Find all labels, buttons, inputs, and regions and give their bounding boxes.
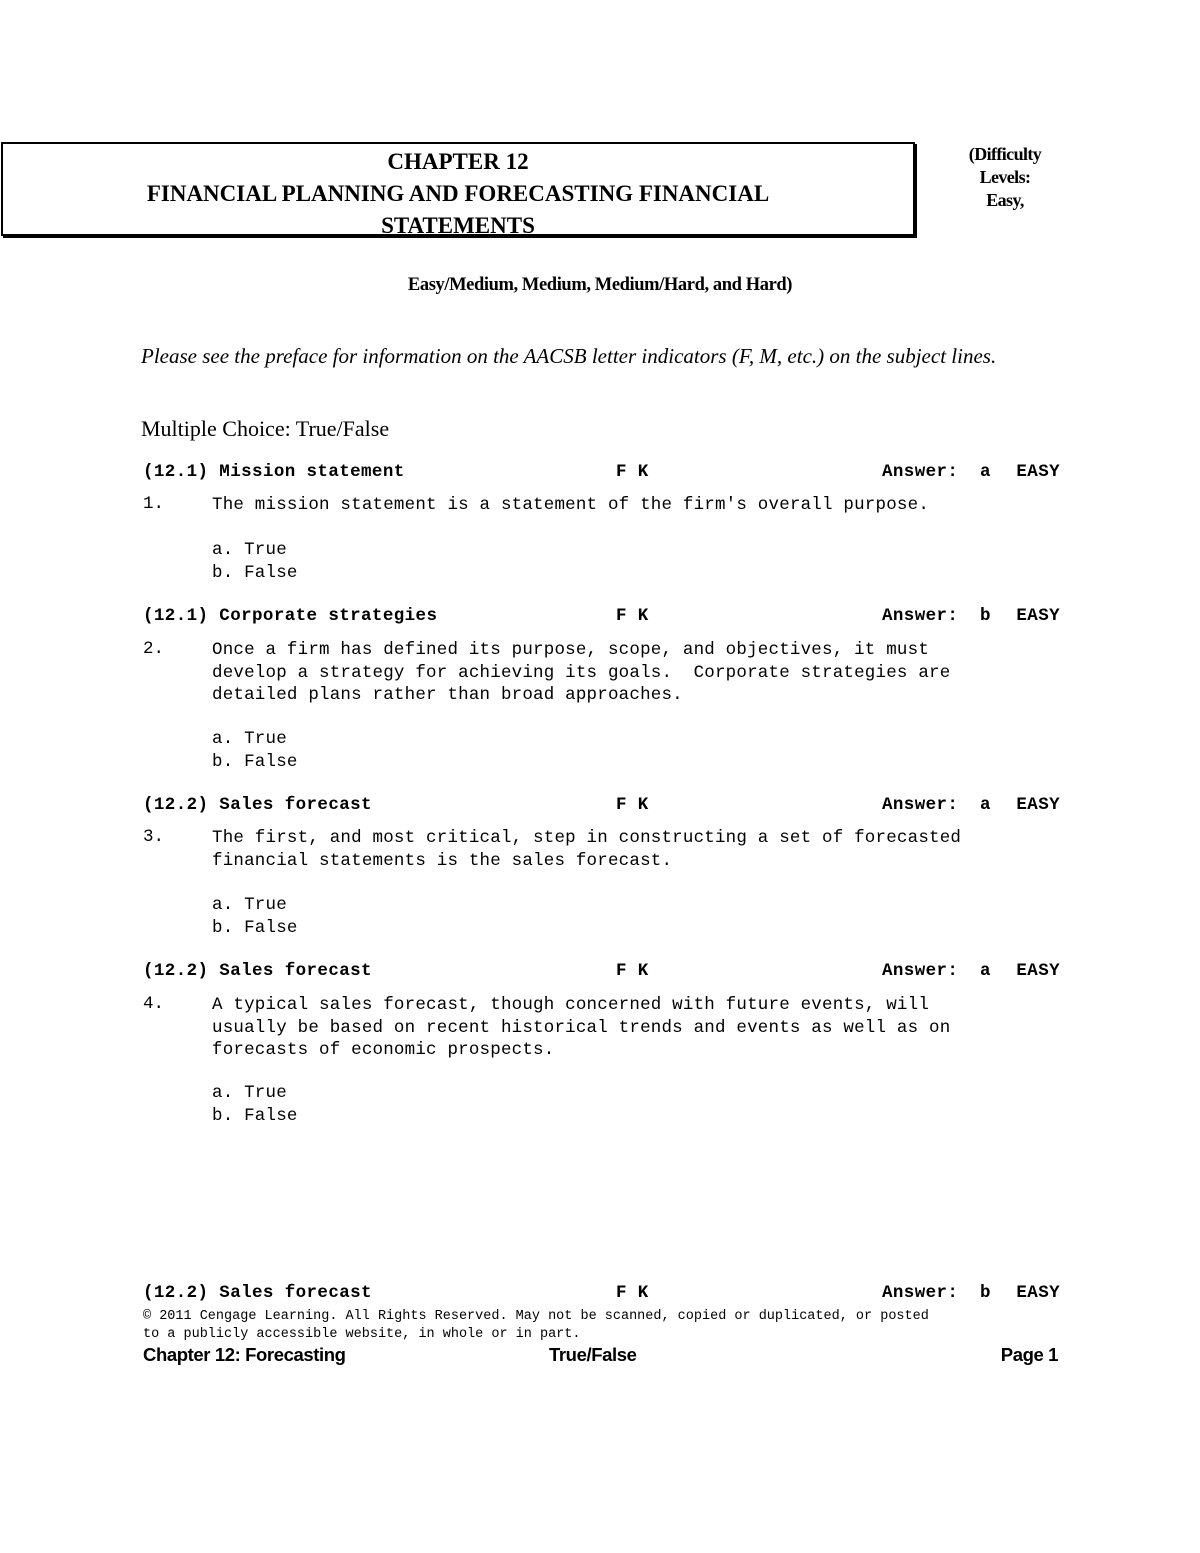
difficulty-line1: (Difficulty [968,144,1042,164]
question-topic: (12.2) Sales forecast [143,1283,372,1303]
option-false: b. False [212,751,298,772]
question-topic: (12.1) Mission statement [143,462,405,482]
answer-label: Answer: [882,795,959,815]
answer-value: a [980,462,991,482]
answer-options [212,1082,298,1127]
question-number: 3. [143,827,165,847]
difficulty-line2: Levels: [979,167,1031,187]
difficulty-levels-note [948,143,1062,212]
aacsb-indicator: F K [616,1283,649,1303]
question-header [143,462,1060,486]
option-true: a. True [212,540,287,560]
chapter-title-box [1,142,915,236]
chapter-title-line2: STATEMENTS [381,213,535,238]
answer-options [212,894,298,939]
answer-value: b [980,606,991,626]
preface-note: Please see the preface for information on the AACSB letter indicators (F, M, etc.) on the subject lines. [141,344,997,368]
answer-options [212,539,298,584]
answer-value: a [980,961,991,981]
answer-value: a [980,795,991,815]
difficulty-level: EASY [1016,961,1060,981]
question-text [212,639,1072,707]
question-header [143,1283,1060,1307]
question-topic: (12.2) Sales forecast [143,795,372,815]
difficulty-level: EASY [1016,462,1060,482]
option-false: b. False [212,917,298,938]
aacsb-indicator: F K [616,961,649,981]
option-true: a. True [212,1083,287,1103]
aacsb-indicator: F K [616,795,649,815]
answer-label: Answer: [882,606,959,626]
chapter-title-line1: FINANCIAL PLANNING AND FORECASTING FINANCIAL [146,181,770,206]
question-number: 4. [143,994,165,1014]
copyright-line2: to a publicly accessible website, in whole or in part. [143,1327,581,1342]
footer-page-number: Page 1 [1000,1344,1058,1365]
option-false: b. False [212,562,298,583]
aacsb-indicator: F K [616,462,649,482]
answer-label: Answer: [882,462,959,482]
chapter-number: CHAPTER 12 [387,149,529,174]
question-text [212,827,1072,872]
difficulty-line3: Easy, [986,190,1024,210]
option-false: b. False [212,1105,298,1126]
question-number: 1. [143,494,165,514]
question-header [143,961,1060,985]
question-topic: (12.1) Corporate strategies [143,606,438,626]
question-line: develop a strategy for achieving its goals. Corporate strategies are [212,662,951,683]
question-text [212,994,1072,1062]
question-number: 2. [143,639,165,659]
question-line: The mission statement is a statement of the firm's overall purpose. [212,495,930,515]
difficulty-level: EASY [1016,795,1060,815]
section-title: Multiple Choice: True/False [141,416,390,441]
question-line: financial statements is the sales forecast. [212,850,673,871]
option-true: a. True [212,729,287,749]
question-line: usually be based on recent historical trends and events as well as on [212,1017,951,1038]
answer-label: Answer: [882,961,959,981]
footer-section: True/False [549,1344,637,1365]
answer-options [212,728,298,773]
answer-label: Answer: [882,1283,959,1303]
question-topic: (12.2) Sales forecast [143,961,372,981]
answer-value: b [980,1283,991,1303]
copyright-notice [143,1308,1063,1344]
question-line: forecasts of economic prospects. [212,1040,555,1060]
page-footer [143,1344,1058,1370]
option-true: a. True [212,895,287,915]
question-line: The first, and most critical, step in constructing a set of forecasted [212,828,962,848]
aacsb-indicator: F K [616,606,649,626]
footer-chapter: Chapter 12: Forecasting [143,1344,346,1365]
question-header [143,606,1060,630]
question-header [143,795,1060,819]
question-line: Once a firm has defined its purpose, scope, and objectives, it must [212,640,930,660]
difficulty-levels-continued: Easy/Medium, Medium, Medium/Hard, and Hard) [407,275,793,295]
question-line: detailed plans rather than broad approaches. [212,685,683,705]
difficulty-level: EASY [1016,606,1060,626]
question-text [212,494,1072,517]
copyright-line1: © 2011 Cengage Learning. All Rights Reserved. May not be scanned, copied or duplicated, or posted [143,1309,929,1324]
difficulty-level: EASY [1016,1283,1060,1303]
question-line: A typical sales forecast, though concerned with future events, will [212,995,930,1015]
